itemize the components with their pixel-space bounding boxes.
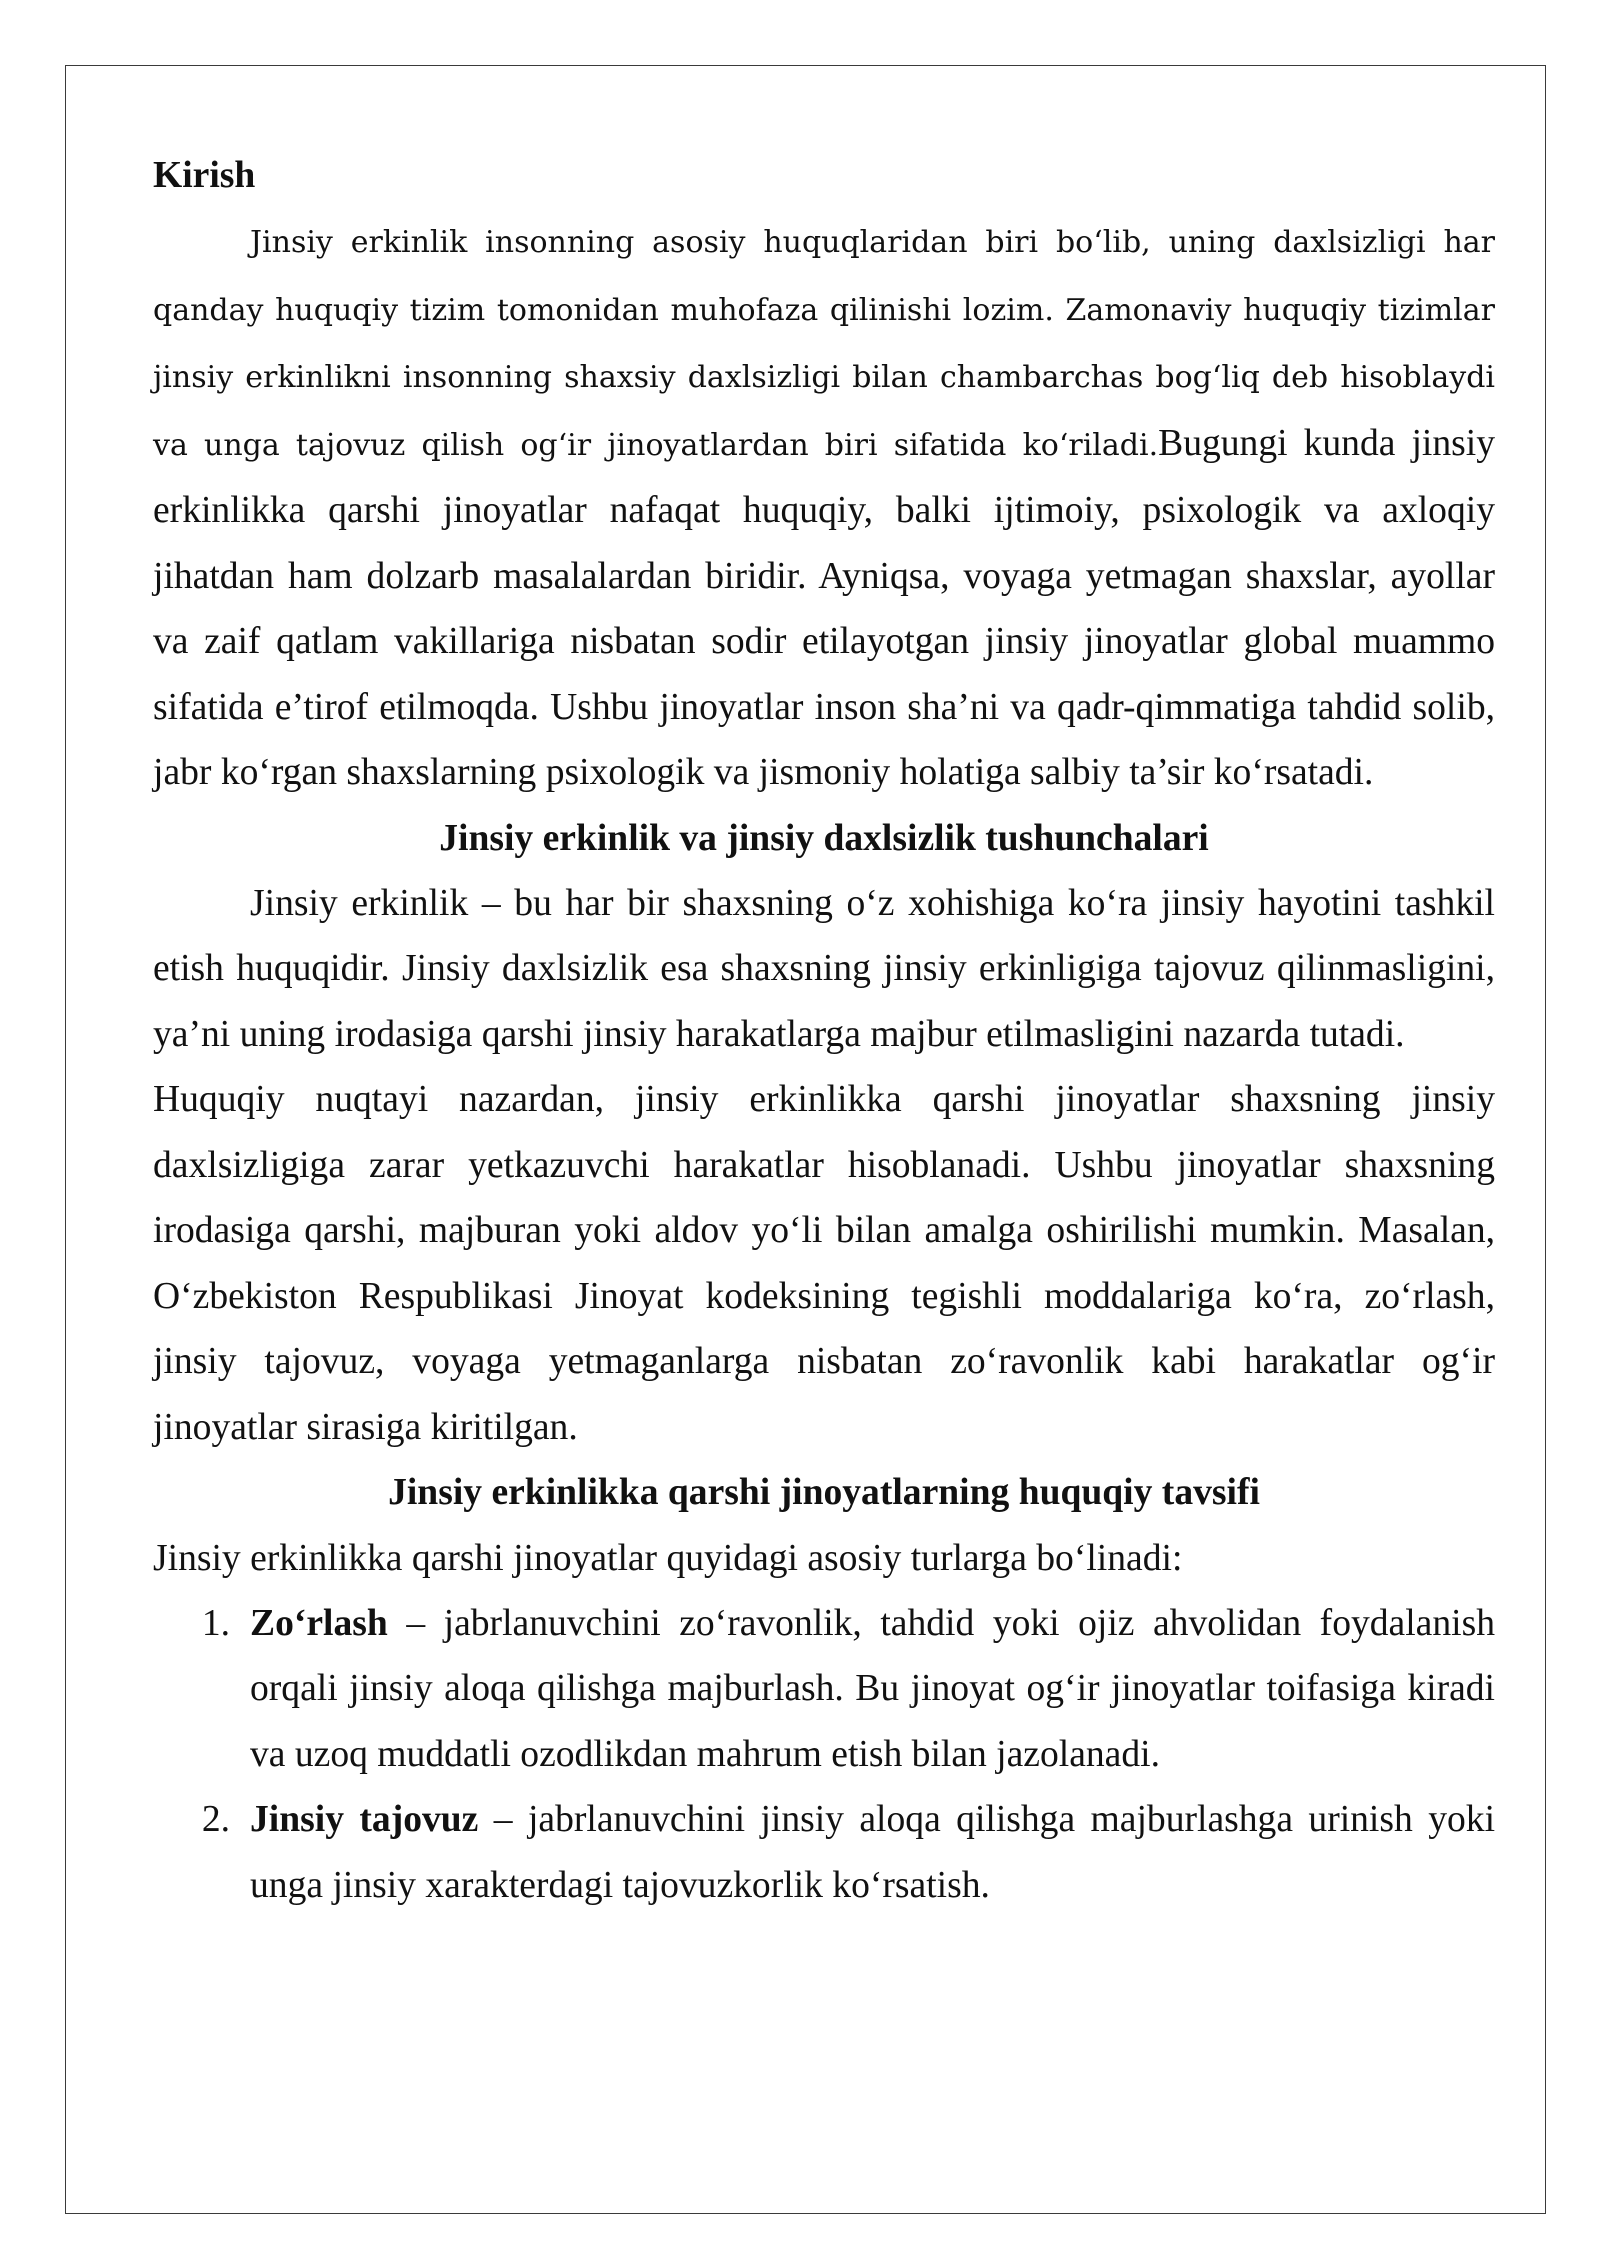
intro-paragraph (153, 208, 1495, 805)
list-item-number: 2. (201, 1799, 230, 1841)
section-heading-legal-description: Jinsiy erkinlikka qarshi jinoyatlarning huquqiy tavsifi (388, 1472, 1260, 1514)
legal-description-lead: Jinsiy erkinlikka qarshi jinoyatlar quyidagi asosiy turlarga bo‘linadi: (153, 1537, 1183, 1579)
list-item (153, 1787, 1495, 1918)
list-item-text: – jabrlanuvchini zo‘ravonlik, tahdid yoki ojiz ahvolidan foydalanish orqali jinsiy aloqa qilishga majburlash. Bu jinoyat og‘ir jinoyatlar toifasiga kiradi va uzoq muddatli ozodlikdan mahrum etish bilan jazolanadi. (250, 1602, 1495, 1775)
intro-paragraph-part2: Bugungi kunda jinsiy erkinlikka qarshi jinoyatlar nafaqat huquqiy, balki ijtimoiy, psixologik va axloqiy jihatdan ham dolzarb masalalardan biridir. Ayniqsa, voyaga yetmagan shaxslar, ayollar va zaif qatlam vakillariga nisbatan sodir etilayotgan jinsiy jinoyatlar global muammo sifatida e’tirof etilmoqda. Ushbu jinoyatlar inson sha’ni va qadr-qimmatiga tahdid solib, jabr ko‘rgan shaxslarning psixologik va jismoniy holatiga salbiy ta’sir ko‘rsatadi. (153, 422, 1495, 794)
section-heading-intro: Kirish (153, 155, 256, 196)
list-item-number: 1. (201, 1602, 230, 1644)
concepts-paragraph-1: Jinsiy erkinlik – bu har bir shaxsning o‘z xohishiga ko‘ra jinsiy hayotini tashkil etish huquqidir. Jinsiy daxlsizlik esa shaxsning jinsiy erkinligiga tajovuz qilinmasligini, ya’ni uning irodasiga qarshi jinsiy harakatlarga majbur etilmasligini nazarda tutadi. (153, 882, 1495, 1055)
section-heading-concepts: Jinsiy erkinlik va jinsiy daxlsizlik tushunchalari (439, 817, 1209, 859)
list-item-term: Jinsiy tajovuz (250, 1799, 479, 1841)
list-item (153, 1591, 1495, 1787)
document-body (153, 143, 1495, 1918)
concepts-paragraph-2: Huquqiy nuqtayi nazardan, jinsiy erkinlikka qarshi jinoyatlar shaxsning jinsiy daxlsizligiga zarar yetkazuvchi harakatlar hisoblanadi. Ushbu jinoyatlar shaxsning irodasiga qarshi, majburan yoki aldov yo‘li bilan amalga oshirilishi mumkin. Masalan, O‘zbekiston Respublikasi Jinoyat kodeksining tegishli moddalariga ko‘ra, zo‘rlash, jinsiy tajovuz, voyaga yetmaganlarga nisbatan zo‘ravonlik kabi harakatlar og‘ir jinoyatlar sirasiga kiritilgan. (153, 1079, 1495, 1448)
intro-paragraph-part1: Jinsiy erkinlik insonning asosiy huquqlaridan biri bo‘lib, uning daxlsizligi har qanday huquqiy tizim tomonidan muhofaza qilinishi lozim. Zamonaviy huquqiy tizimlar jinsiy erkinlikni insonning shaxsiy daxlsizligi bilan chambarchas bog‘liq deb hisoblaydi va unga tajovuz qilish og‘ir jinoyatlardan biri sifatida ko‘riladi. (153, 225, 1495, 463)
list-item-text: – jabrlanuvchini jinsiy aloqa qilishga majburlashga urinish yoki unga jinsiy xarakterdagi tajovuzkorlik ko‘rsatish. (250, 1799, 1496, 1906)
list-item-term: Zo‘rlash (250, 1602, 388, 1644)
